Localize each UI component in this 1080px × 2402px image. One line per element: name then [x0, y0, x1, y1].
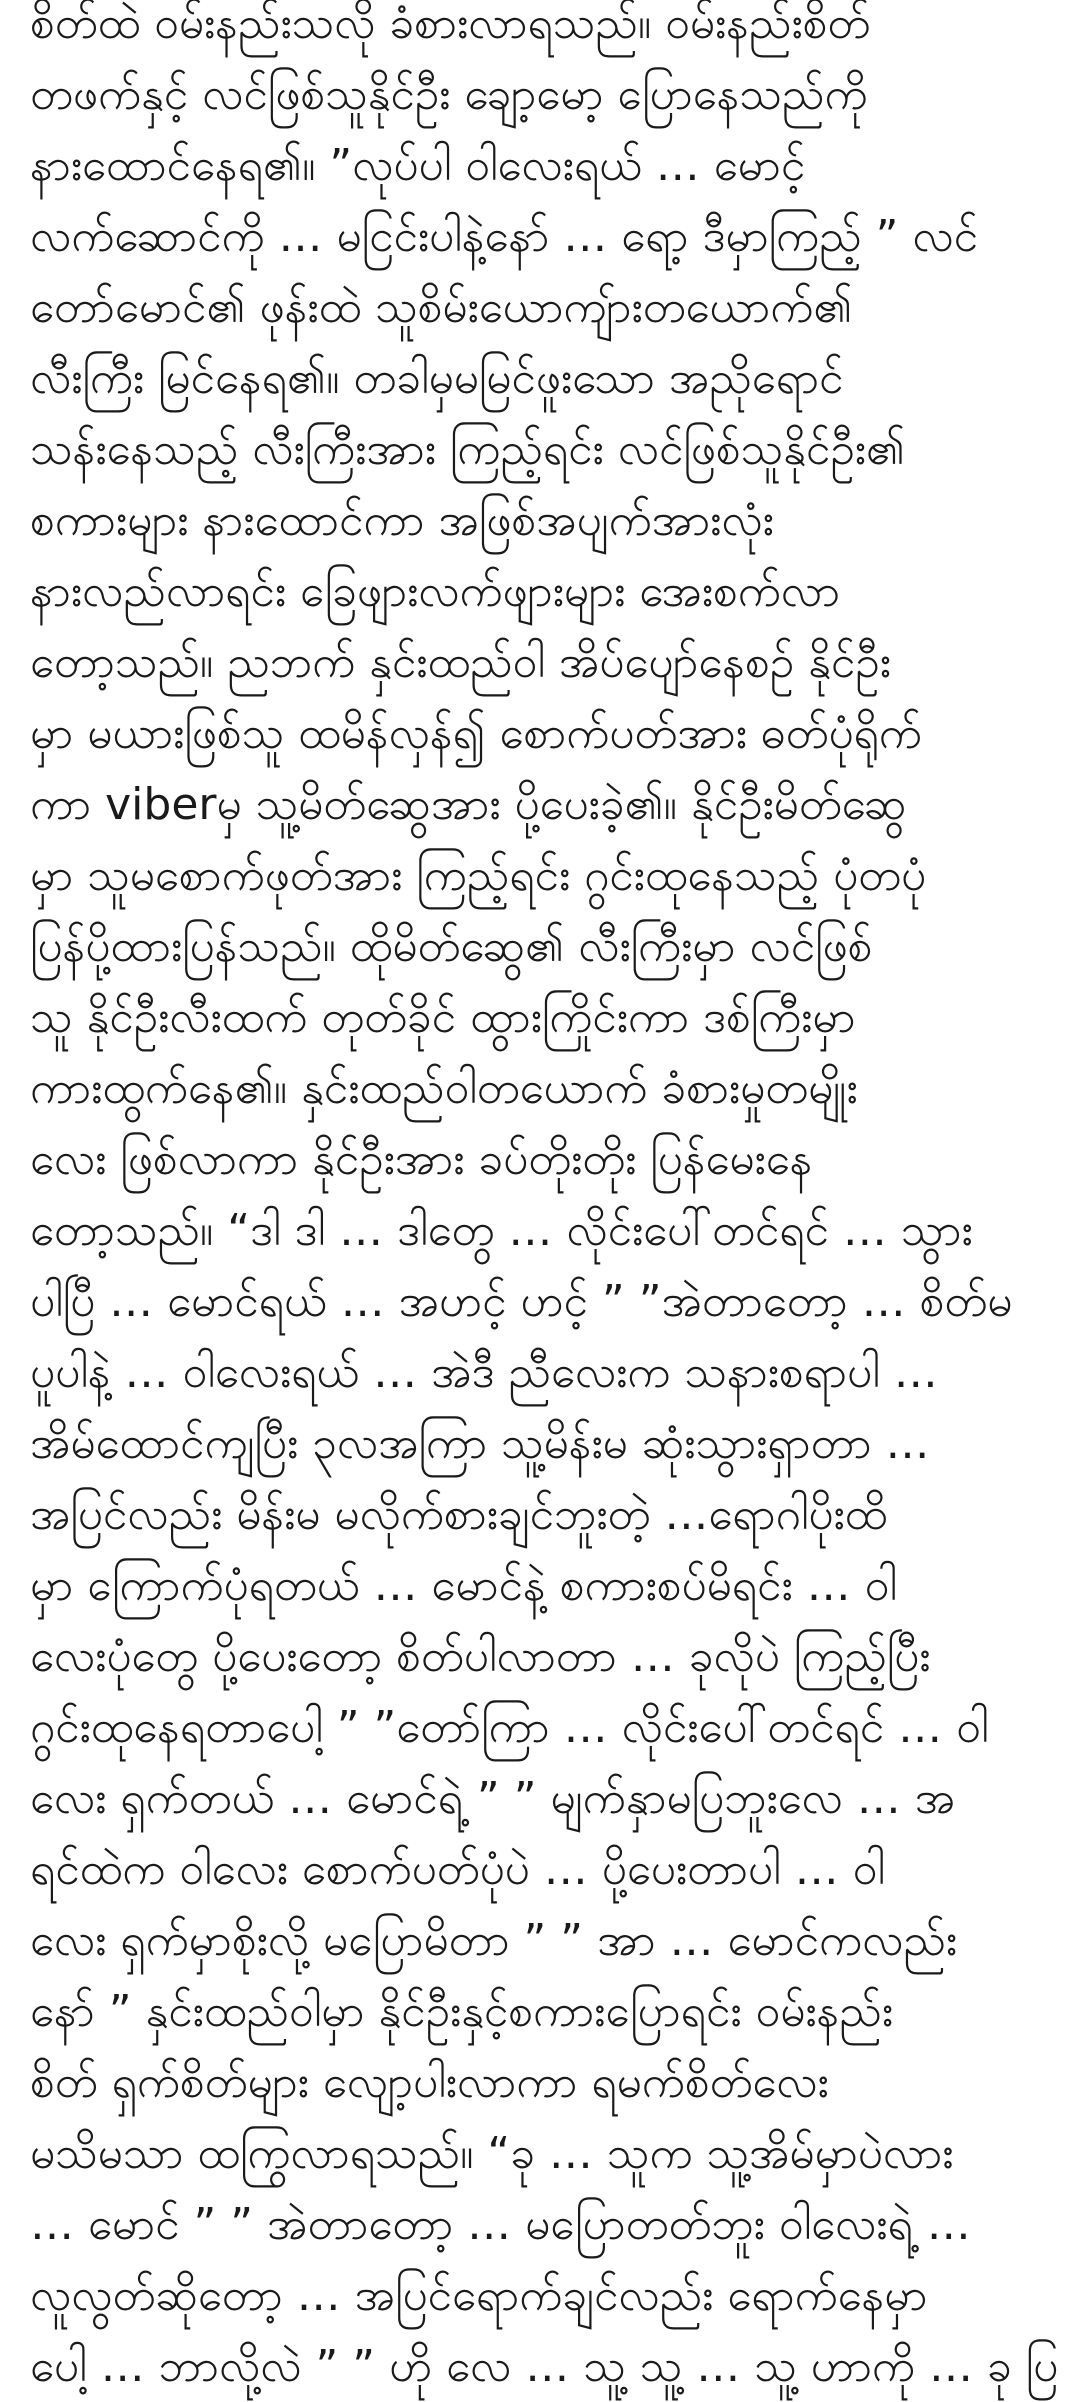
text-line: စိတ်ထဲ ဝမ်းနည်းသလို ခံစားလာရသည်။ ဝမ်းနည်းစိတ် — [30, 0, 871, 49]
text-line: ကာ viberမှ သူ့မိတ်ဆွေအား ပို့ပေးခဲ့၏။ နိုင်ဦးမိတ်ဆွေ — [30, 779, 907, 830]
text-line: တော်မောင်၏ ဖုန်းထဲ သူစိမ်းယောကျ်ားတယောက်၏ — [30, 282, 853, 333]
text-line: ပါပြီ … မောင်ရယ် … အဟင့် ဟင့် ” ”အဲတာတော့ … စိတ်မ — [30, 1276, 1013, 1327]
text-line: လေးပုံတွေ ပို့ပေးတော့ စိတ်ပါလာတာ … ခုလိုပဲ ကြည့်ပြီး — [30, 1631, 931, 1682]
text-line: မှာ သူမစောက်ဖုတ်အား ကြည့်ရင်း ဂွင်းထုနေသည့် ပုံတပုံ — [30, 850, 927, 901]
text-line: မှာ ကြောက်ပုံရတယ် … မောင်နဲ့ စကားစပ်မိရင်း … ဝါ — [30, 1560, 897, 1611]
text-line: လူလွတ်ဆိုတော့ … အပြင်ရောက်ချင်လည်း ရောက်နေမှာ — [30, 2270, 928, 2321]
text-line: ရင်ထဲက ဝါလေး စောက်ပတ်ပုံပဲ … ပို့ပေးတာပါ … ဝါ — [30, 1844, 885, 1895]
text-line: တော့သည်။ ညဘက် နှင်းထည်ဝါ အိပ်ပျော်နေစဉ် နိုင်ဦး — [30, 637, 891, 688]
text-line: အပြင်လည်း မိန်းမ မလိုက်စားချင်ဘူးတဲ့ …ရောဂါပိုးထိ — [30, 1489, 888, 1540]
text-line: စိတ် ရှက်စိတ်များ လျော့ပါးလာကာ ရမက်စိတ်လေး — [30, 2057, 829, 2108]
text-line: သူ နိုင်ဦးလီးထက် တုတ်ခိုင် ထွားကြိုင်းကာ ဒစ်ကြီးမှာ — [30, 992, 856, 1043]
text-line: မှာ မယားဖြစ်သူ ထမိန်လှန်၍ စောက်ပတ်အား ဓတ်ပုံရိုက် — [30, 708, 922, 759]
text-line: ပြန်ပို့ထားပြန်သည်။ ထိုမိတ်ဆွေ၏ လီးကြီးမှာ လင်ဖြစ် — [30, 921, 873, 972]
text-line: တဖက်နှင့် လင်ဖြစ်သူနိုင်ဦး ချော့မော့ ပြောနေသည်ကို — [30, 69, 868, 120]
text-line: လေး ဖြစ်လာကာ နိုင်ဦးအား ခပ်တိုးတိုး ပြန်မေးနေ — [30, 1134, 813, 1185]
text-line: ပေါ့ … ဘာလို့လဲ ” ” ဟို လေ … သူ့ သူ့ … သူ့ ဟာကို … ခု ပြ — [30, 2341, 1059, 2392]
text-line: လီးကြီး မြင်နေရ၏။ တခါမှမမြင်ဖူးသော အညိုရောင် — [30, 353, 844, 404]
text-line: မသိမသာ ထကြွလာရသည်။ “ခု … သူက သူ့အိမ်မှာပဲလား — [30, 2128, 954, 2179]
text-line: ကားထွက်နေ၏။ နှင်းထည်ဝါတယောက် ခံစားမှုတမျိုး — [30, 1063, 858, 1114]
text-line: ပူပါနဲ့ … ဝါလေးရယ် … အဲဒီ ညီလေးက သနားစရာပါ … — [30, 1347, 938, 1398]
text-line: လေး ရှက်မှာစိုးလို့ မပြောမိတာ ” ” အာ … မောင်ကလည်း — [30, 1915, 958, 1966]
text-line: နော် ” နှင်းထည်ဝါမှာ နိုင်ဦးနှင့်စကားပြောရင်း ဝမ်းနည်း — [30, 1986, 894, 2037]
story-text — [30, 0, 1060, 2402]
text-line: စကားများ နားထောင်ကာ အဖြစ်အပျက်အားလုံး — [30, 495, 774, 546]
text-line: လက်ဆောင်ကို … မငြင်းပါနဲ့နော် … ရော့ ဒီမှာကြည့် ” လင် — [30, 211, 979, 262]
text-line: သန်းနေသည့် လီးကြီးအား ကြည့်ရင်း လင်ဖြစ်သူနိုင်ဦး၏ — [30, 424, 906, 475]
text-line: လေး ရှက်တယ် … မောင်ရဲ့ ” ” မျက်နှာမပြဘူးလေ … အ — [30, 1773, 956, 1824]
text-line: … မောင် ” ” အဲတာတော့ … မပြောတတ်ဘူး ဝါလေးရဲ့ … — [30, 2199, 971, 2250]
text-line: နားထောင်နေရ၏။ ”လုပ်ပါ ဝါလေးရယ် … မောင့် — [30, 140, 806, 191]
text-line: ဂွင်းထုနေရတာပေါ့ ” ”တော်ကြာ … လိုင်းပေါ်တင်ရင် … ဝါ — [30, 1702, 989, 1753]
text-line: အိမ်ထောင်ကျပြီး ၃လအကြာ သူ့မိန်းမ ဆုံးသွားရှာတာ … — [30, 1418, 930, 1469]
text-line: တော့သည်။ “ဒါ ဒါ … ဒါတွေ … လိုင်းပေါ်တင်ရင် … သွား — [30, 1205, 973, 1256]
text-line: နားလည်လာရင်း ခြေဖျားလက်ဖျားများ အေးစက်လာ — [30, 566, 841, 617]
